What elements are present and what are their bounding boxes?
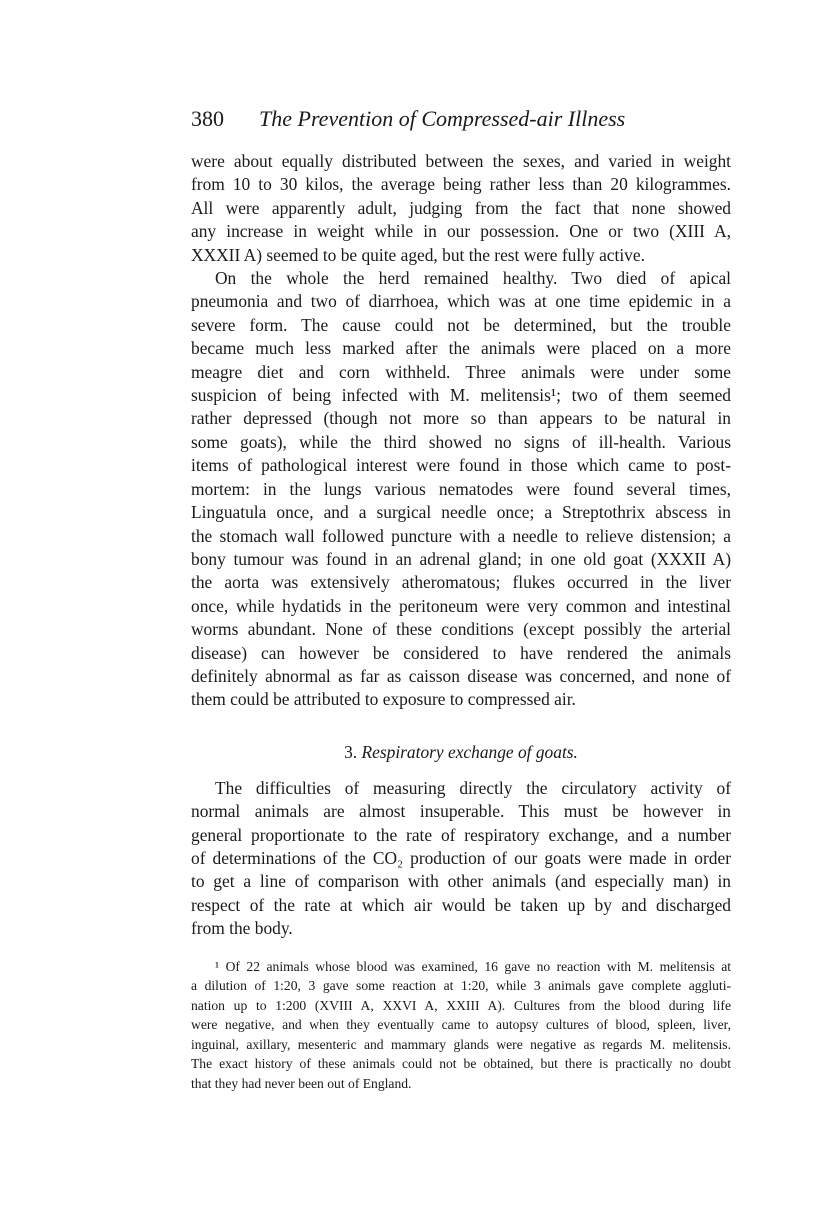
text-line: disease) can however be considered to have rendered the animals [191, 642, 731, 663]
text-line: normal animals are almost insuperable. This must be however in [191, 801, 731, 822]
text-line: general proportionate to the rate of respiratory exchange, and a number [191, 824, 731, 845]
text-line: any increase in weight while in our possession. One or two (XIII A, [191, 221, 731, 242]
text-line: a dilution of 1:20, 3 gave some reaction at 1:20, while 3 animals gave complete aggluti- [191, 978, 731, 994]
section-heading [191, 742, 731, 763]
text-line: severe form. The cause could not be determined, but the trouble [191, 314, 731, 335]
text-line: inguinal, axillary, mesenteric and mammary glands were negative as regards M. melitensis. [191, 1036, 731, 1052]
paragraph-herd-health [191, 267, 731, 712]
text-line: ¹ Of 22 animals whose blood was examined, 16 gave no reaction with M. melitensis at [215, 958, 731, 974]
text-line: All were apparently adult, judging from the fact that none showed [191, 197, 731, 218]
text-line: them could be attributed to exposure to compressed air. [191, 689, 576, 710]
text-line: nation up to 1:200 (XVIII A, XXVI A, XXIII A). Cultures from the blood during life [191, 997, 731, 1013]
text-line: from 10 to 30 kilos, the average being rather less than 20 kilogrammes. [191, 174, 731, 195]
text-line: to get a line of comparison with other animals (and especially man) in [191, 871, 731, 892]
section-number: 3. [344, 741, 358, 762]
text-line: mortem: in the lungs various nematodes were found several times, [191, 478, 731, 499]
text-line: bony tumour was found in an adrenal gland; in one old goat (XXXII A) [191, 548, 731, 569]
text-line: items of pathological interest were found in those which came to post- [191, 455, 731, 476]
page-header [191, 104, 731, 140]
text-line: Linguatula once, and a surgical needle once; a Streptothrix abscess in [191, 502, 731, 523]
text-line: once, while hydatids in the peritoneum were very common and intestinal [191, 595, 731, 616]
text-line: the aorta was extensively atheromatous; flukes occurred in the liver [191, 572, 731, 593]
text-line: worms abundant. None of these conditions (except possibly the arterial [191, 619, 731, 640]
page-number: 380 [191, 106, 224, 131]
text-line: were about equally distributed between the sexes, and varied in weight [191, 151, 731, 171]
text-line: The difficulties of measuring directly the circulatory activity of [215, 777, 731, 798]
text-line: from the body. [191, 918, 293, 939]
paragraph-respiratory-exchange [191, 777, 731, 941]
footnote [191, 957, 731, 1094]
text-line: meagre diet and corn withheld. Three animals were under some [191, 361, 731, 382]
text-line: were negative, and when they eventually came to autopsy cultures of blood, spleen, liver, [191, 1017, 731, 1033]
text-line: of determinations of the CO₂ production of our goats were made in order [191, 847, 731, 868]
text-line: The exact history of these animals could not be obtained, but there is practically no doubt [191, 1056, 731, 1072]
text-line: that they had never been out of England. [191, 1075, 412, 1091]
page [191, 104, 731, 1093]
text-line: suspicion of being infected with M. melitensis¹; two of them seemed [191, 385, 731, 406]
running-title: The Prevention of Compressed-air Illness [259, 106, 626, 131]
paragraph-goat-description [191, 150, 731, 267]
section-title: Respiratory exchange of goats. [361, 741, 578, 762]
text-line: respect of the rate at which air would be taken up by and discharged [191, 894, 731, 915]
text-line: some goats), while the third showed no signs of ill-health. Various [191, 431, 731, 452]
text-line: rather depressed (though not more so than appears to be natural in [191, 408, 731, 429]
text-line: On the whole the herd remained healthy. Two died of apical [215, 268, 731, 289]
text-line: pneumonia and two of diarrhoea, which was at one time epidemic in a [191, 291, 731, 312]
text-line: became much less marked after the animals were placed on a more [191, 338, 731, 359]
text-line: XXXII A) seemed to be quite aged, but the rest were fully active. [191, 244, 645, 265]
text-line: definitely abnormal as far as caisson disease was concerned, and none of [191, 665, 731, 686]
text-line: the stomach wall followed puncture with a needle to relieve distension; a [191, 525, 731, 546]
